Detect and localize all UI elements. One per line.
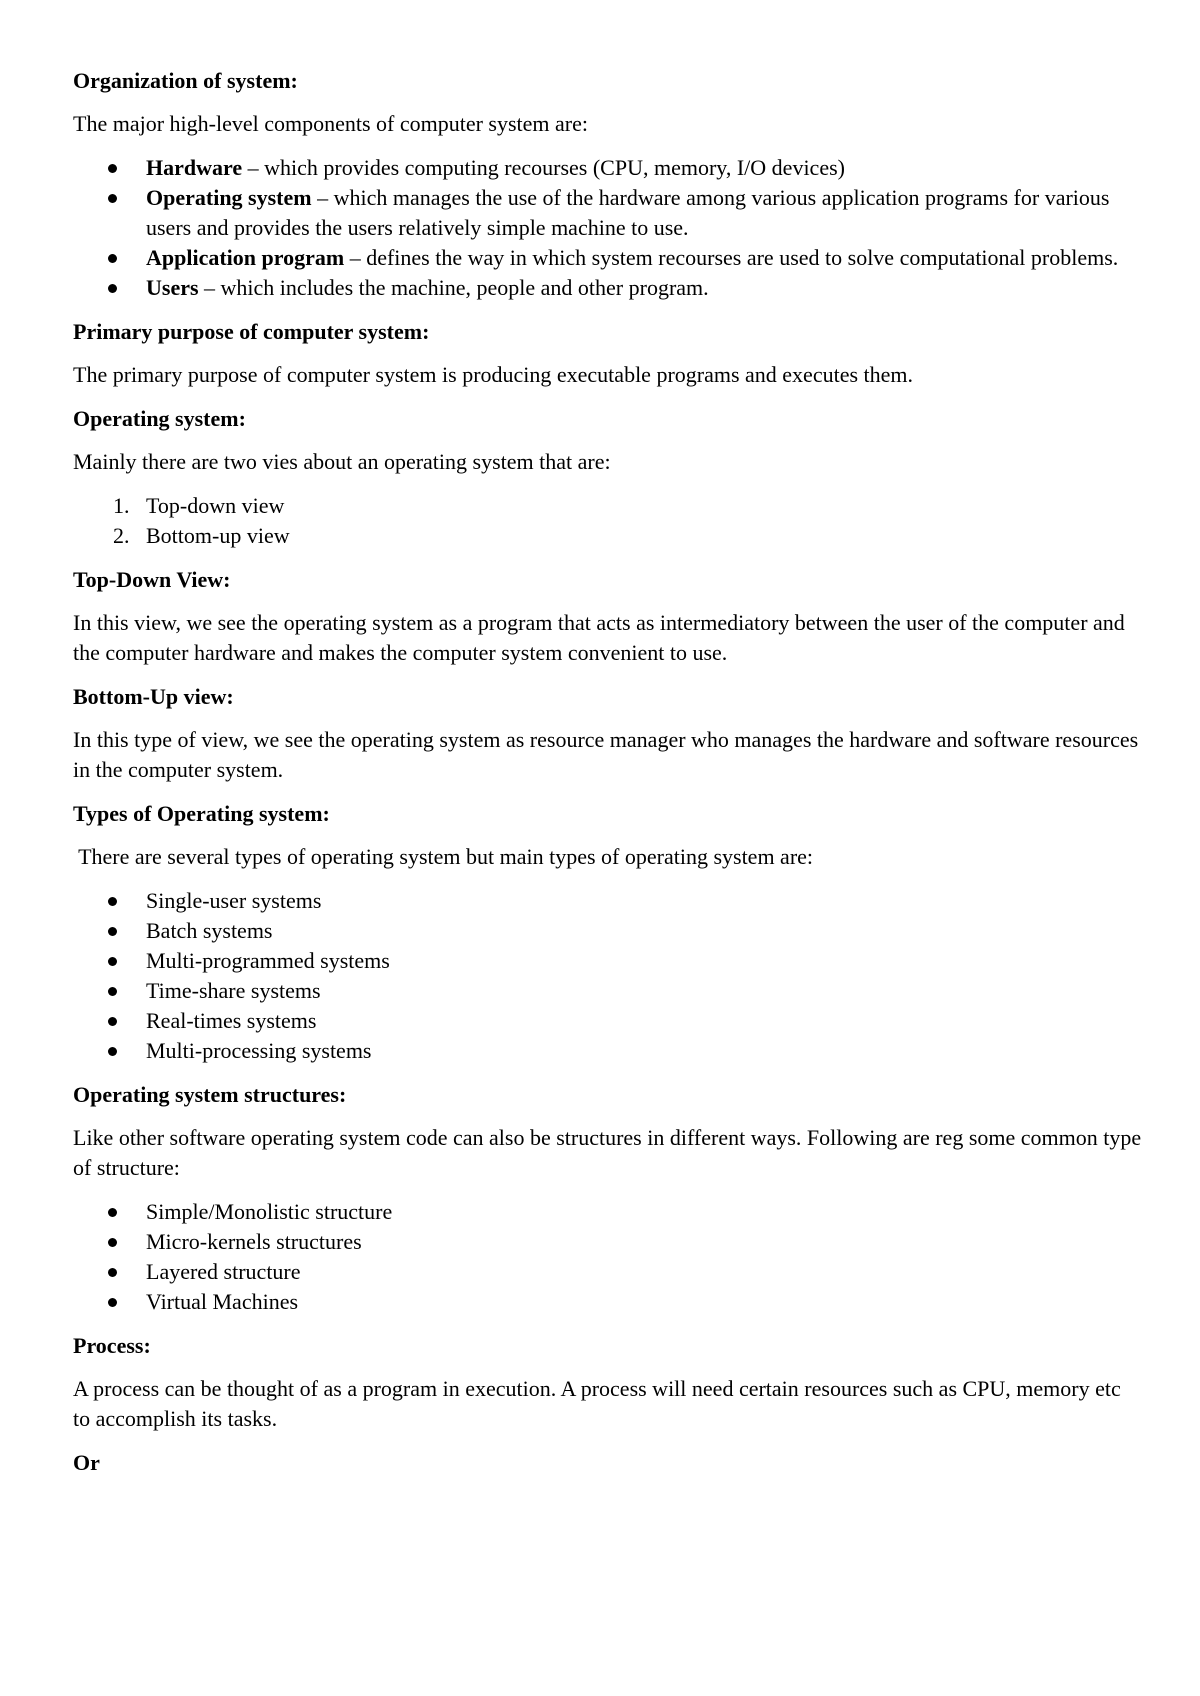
list-number: 2.: [113, 523, 130, 548]
structures-intro: Like other software operating system code can also be structures in different ways. Following are reg some common type of structure:: [73, 1125, 1142, 1180]
list-item: [73, 1257, 1143, 1287]
os-type-label: Time-share systems: [146, 978, 321, 1003]
bottom-up-text: In this type of view, we see the operating system as resource manager who manages the hardware and software resources in the computer system.: [73, 727, 1139, 782]
list-item: [73, 1006, 1143, 1036]
bullet-icon: [108, 1017, 117, 1026]
heading-operating-system: Operating system:: [73, 406, 246, 431]
bullet-icon: [108, 1268, 117, 1277]
structure-label: Simple/Monolistic structure: [146, 1199, 393, 1224]
desc-application-program: – defines the way in which system recourses are used to solve computational problems.: [344, 245, 1119, 270]
heading-top-down-view: Top-Down View:: [73, 567, 231, 592]
os-type-label: Multi-processing systems: [146, 1038, 372, 1063]
bullet-icon: [108, 1298, 117, 1307]
structure-label: Layered structure: [146, 1259, 301, 1284]
os-type-label: Real-times systems: [146, 1008, 317, 1033]
purpose-text: The primary purpose of computer system is producing executable programs and executes them.: [73, 362, 914, 387]
structure-label: Virtual Machines: [146, 1289, 299, 1314]
document-page: [73, 66, 1143, 1491]
view-label: Bottom-up view: [146, 523, 290, 548]
heading-bottom-up-view: Bottom-Up view:: [73, 684, 234, 709]
term-users: Users: [146, 275, 199, 300]
bullet-icon: [108, 254, 117, 263]
view-label: Top-down view: [146, 493, 285, 518]
list-item: [73, 521, 1143, 551]
structures-list: [73, 1197, 1143, 1317]
heading-os-structures: Operating system structures:: [73, 1082, 347, 1107]
list-item: [73, 916, 1143, 946]
list-item: [73, 491, 1143, 521]
heading-organization: Organization of system:: [73, 68, 298, 93]
heading-primary-purpose: Primary purpose of computer system:: [73, 319, 430, 344]
term-operating-system: Operating system: [146, 185, 312, 210]
bullet-icon: [108, 897, 117, 906]
or-label: Or: [73, 1450, 100, 1475]
bullet-icon: [108, 987, 117, 996]
term-hardware: Hardware: [146, 155, 243, 180]
bullet-icon: [108, 1047, 117, 1056]
bullet-icon: [108, 1238, 117, 1247]
os-type-label: Single-user systems: [146, 888, 322, 913]
list-item: [73, 1036, 1143, 1066]
list-item: [73, 946, 1143, 976]
os-types-list: [73, 886, 1143, 1066]
desc-hardware: – which provides computing recourses (CPU, memory, I/O devices): [242, 155, 845, 180]
desc-operating-system: – which manages the use of the hardware among various application programs for various users and provides the users relatively simple machine to use.: [146, 185, 1110, 240]
process-text: A process can be thought of as a program in execution. A process will need certain resources such as CPU, memory etc to accomplish its tasks.: [73, 1376, 1121, 1431]
list-number: 1.: [113, 493, 130, 518]
heading-process: Process:: [73, 1333, 151, 1358]
org-intro: The major high-level components of computer system are:: [73, 111, 589, 136]
list-item: [73, 976, 1143, 1006]
list-item: [73, 183, 1143, 243]
bullet-icon: [108, 164, 117, 173]
os-type-label: Multi-programmed systems: [146, 948, 390, 973]
list-item: [73, 1227, 1143, 1257]
views-list: [73, 491, 1143, 551]
list-item: [73, 1287, 1143, 1317]
bullet-icon: [108, 927, 117, 936]
components-list: [73, 153, 1143, 303]
heading-types-of-os: Types of Operating system:: [73, 801, 330, 826]
list-item: [73, 886, 1143, 916]
structure-label: Micro-kernels structures: [146, 1229, 362, 1254]
bullet-icon: [108, 284, 117, 293]
list-item: [73, 273, 1143, 303]
list-item: [73, 243, 1143, 273]
bullet-icon: [108, 1208, 117, 1217]
os-type-label: Batch systems: [146, 918, 273, 943]
top-down-text: In this view, we see the operating system as a program that acts as intermediatory between the user of the computer and the computer hardware and makes the computer system convenient to use.: [73, 610, 1125, 665]
list-item: [73, 153, 1143, 183]
bullet-icon: [108, 194, 117, 203]
term-application-program: Application program: [146, 245, 345, 270]
bullet-icon: [108, 957, 117, 966]
os-intro: Mainly there are two vies about an operating system that are:: [73, 449, 611, 474]
desc-users: – which includes the machine, people and other program.: [198, 275, 709, 300]
types-intro: There are several types of operating system but main types of operating system are:: [73, 844, 814, 869]
list-item: [73, 1197, 1143, 1227]
